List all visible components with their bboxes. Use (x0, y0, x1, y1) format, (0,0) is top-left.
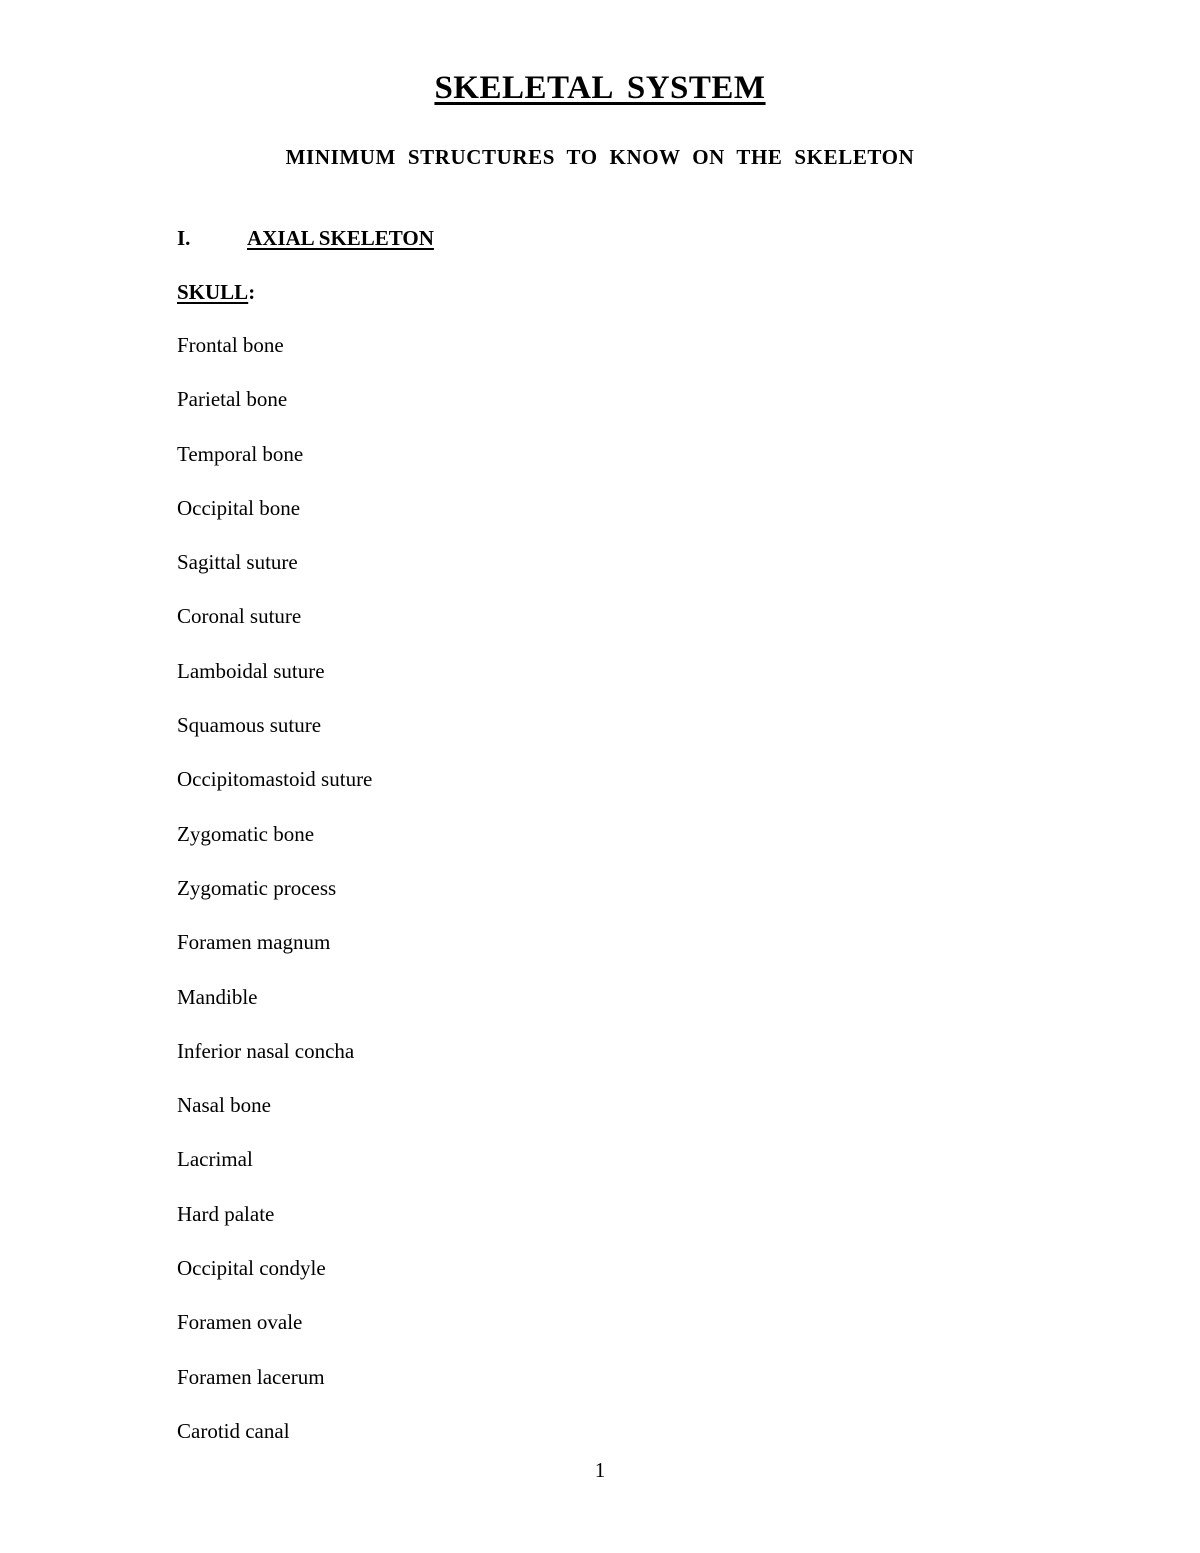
list-item: Foramen magnum (177, 930, 331, 955)
list-item: Foramen lacerum (177, 1364, 325, 1389)
section-heading (177, 226, 434, 251)
list-item: Lamboidal suture (177, 658, 325, 683)
list-item: Occipital bone (177, 495, 301, 520)
list-item: Sagittal suture (177, 550, 298, 575)
list-item: Temporal bone (177, 441, 304, 466)
list-item: Hard palate (177, 1201, 275, 1226)
subsection-heading (177, 280, 255, 305)
list-item: Coronal suture (177, 604, 302, 629)
list-item: Frontal bone (177, 333, 284, 357)
list-item: Parietal bone (177, 387, 288, 412)
list-item: Occipital condyle (177, 1256, 326, 1281)
list-item: Foramen ovale (177, 1310, 303, 1335)
list-item: Carotid canal (177, 1418, 290, 1443)
structure-list (177, 332, 372, 1472)
list-item: Occipitomastoid suture (177, 767, 373, 792)
list-item: Inferior nasal concha (177, 1038, 355, 1063)
list-item: Nasal bone (177, 1093, 271, 1118)
page-title: SKELETAL SYSTEM (434, 70, 766, 106)
page-subtitle: MINIMUM STRUCTURES TO KNOW ON THE SKELETON (285, 145, 915, 169)
list-item: Zygomatic process (177, 875, 337, 900)
subsection-label: SKULL (177, 280, 249, 304)
section-title: AXIAL SKELETON (247, 226, 434, 250)
list-item: Zygomatic bone (177, 821, 315, 846)
list-item: Lacrimal (177, 1147, 253, 1172)
section-number: I. (177, 226, 191, 250)
list-item: Squamous suture (177, 713, 322, 738)
subsection-colon: : (248, 280, 256, 304)
page-number: 1 (594, 1458, 606, 1482)
list-item: Mandible (177, 984, 258, 1009)
